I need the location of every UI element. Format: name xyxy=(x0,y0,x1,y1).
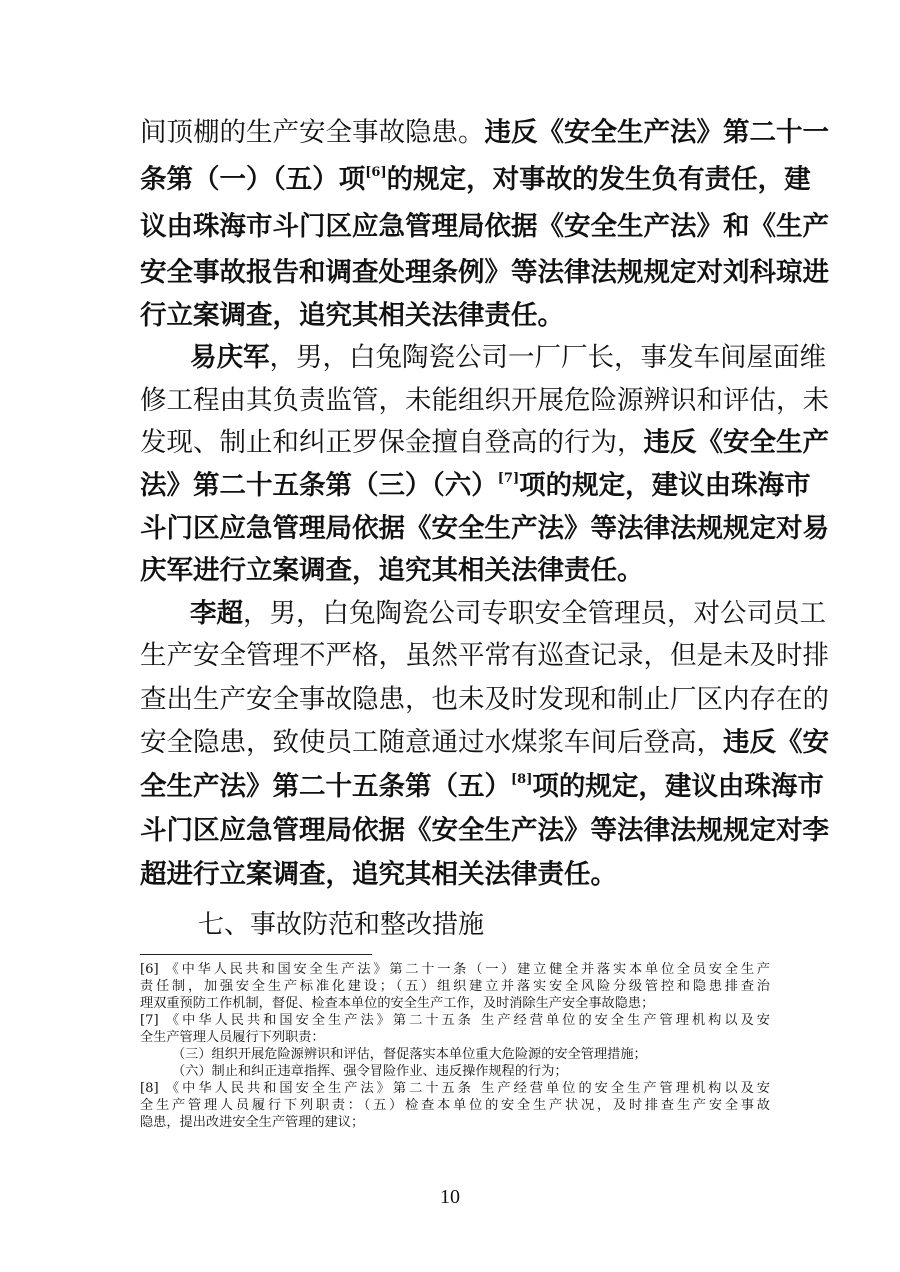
footnote-7-line-2: 全生产管理人员履行下列职责： xyxy=(140,1030,325,1045)
footnote-7-item-3: （三）组织开展危险源辨识和评估，督促落实本单位重大危险源的安全管理措施； xyxy=(172,1047,647,1062)
p1-line-3: 议由珠海市斗门区应急管理局依据《安全生产法》和《生产 xyxy=(140,211,829,242)
footnote-ref-7[interactable]: [7] xyxy=(497,471,520,486)
p3-line-6: 斗门区应急管理局依据《安全生产法》等法律法规规定对李 xyxy=(140,815,829,846)
footnote-7-item-6: （六）制止和纠正违章指挥、强令冒险作业、违反操作规程的行为； xyxy=(172,1064,568,1079)
p1-line-4: 安全事故报告和调查处理条例》等法律法规规定对刘科琼进 xyxy=(140,257,829,288)
text-run: ，男，白兔陶瓷公司专职安全管理员，对公司员工 xyxy=(243,598,826,629)
footnote-8-line-1: [8] 《中华人民共和国安全生产法》第二十五条 生产经营单位的安全生产管理机构以及安 xyxy=(140,1081,770,1096)
p3-line-2: 生产安全管理不严格，虽然平常有巡查记录，但是未及时排 xyxy=(140,640,829,671)
footnote-6-line-2: 责任制，加强安全生产标准化建设；（五）组织建立并落实安全风险分级管控和隐患排查治 xyxy=(140,979,770,994)
p3-line-5 xyxy=(140,767,824,807)
section-heading: 七、事故防范和整改措施 xyxy=(198,910,485,940)
footnote-8-line-3: 隐患，提出改进安全生产管理的建议； xyxy=(140,1115,365,1130)
person-name: 易庆军 xyxy=(190,342,270,373)
text-run: 间顶棚的生产安全事故隐患。 xyxy=(140,117,485,148)
p3-line-4 xyxy=(140,723,829,763)
footnote-6-line-1: [6] 《中华人民共和国安全生产法》第二十一条（一）建立健全并落实本单位全员安全生产 xyxy=(140,962,770,977)
p1-line-2 xyxy=(140,160,811,200)
bold-text-run: 条第（一）（五）项 xyxy=(140,164,366,195)
p1-line-5: 行立案调查，追究其相关法律责任。 xyxy=(140,300,564,331)
bold-text-run: 违反《安 xyxy=(723,727,829,758)
footnote-6-line-3: 理双重预防工作机制，督促、检查本单位的安全生产工作，及时消除生产安全事故隐患； xyxy=(140,996,655,1011)
p1-line-1 xyxy=(140,113,829,153)
footnote-8-line-2: 全生产管理人员履行下列职责：（五）检查本单位的安全生产状况，及时排查生产安全事故 xyxy=(140,1098,770,1113)
p2-line-3 xyxy=(140,423,829,463)
footnote-7-line-1: [7] 《中华人民共和国安全生产法》第二十五条 生产经营单位的安全生产管理机构以及安 xyxy=(140,1013,770,1028)
bold-text-run: 违反《安全生产法》第二十一 xyxy=(484,117,829,148)
p3-line-3: 查出生产安全事故隐患，也未及时发现和制止厂区内存在的 xyxy=(140,684,829,715)
text-run: 发现、制止和纠正罗保金擅自登高的行为， xyxy=(140,427,644,458)
bold-text-run: 项的规定，建议由珠海市 xyxy=(519,470,811,501)
p2-line-4 xyxy=(140,466,811,506)
bold-text-run: 项的规定，建议由珠海市 xyxy=(532,771,824,802)
footnote-ref-8[interactable]: [8] xyxy=(511,772,533,787)
bold-text-run: 的规定，对事故的发生负有责任，建 xyxy=(386,164,811,195)
footnote-separator xyxy=(140,954,372,955)
bold-text-run: 违反《安全生产 xyxy=(643,427,829,458)
p3-line-1 xyxy=(190,594,826,634)
bold-text-run: 全生产法》第二十五条第（五） xyxy=(140,771,511,802)
page-number: 10 xyxy=(440,1186,460,1208)
text-run: ，男，白兔陶瓷公司一厂厂长，事发车间屋面维 xyxy=(269,342,826,373)
bold-text-run: 法》第二十五条第（三）（六） xyxy=(140,470,498,501)
p3-line-7: 超进行立案调查，追究其相关法律责任。 xyxy=(140,859,617,890)
p2-line-5: 斗门区应急管理局依据《安全生产法》等法律法规规定对易 xyxy=(140,513,829,544)
text-run: 安全隐患，致使员工随意通过水煤浆车间后登高， xyxy=(140,727,723,758)
footnote-ref-6[interactable]: [6] xyxy=(365,165,387,180)
p2-line-1 xyxy=(190,338,826,378)
p2-line-2: 修工程由其负责监管，未能组织开展危险源辨识和评估，未 xyxy=(140,385,829,416)
p2-line-6: 庆军进行立案调查，追究其相关法律责任。 xyxy=(140,555,644,586)
person-name: 李超 xyxy=(190,598,243,629)
